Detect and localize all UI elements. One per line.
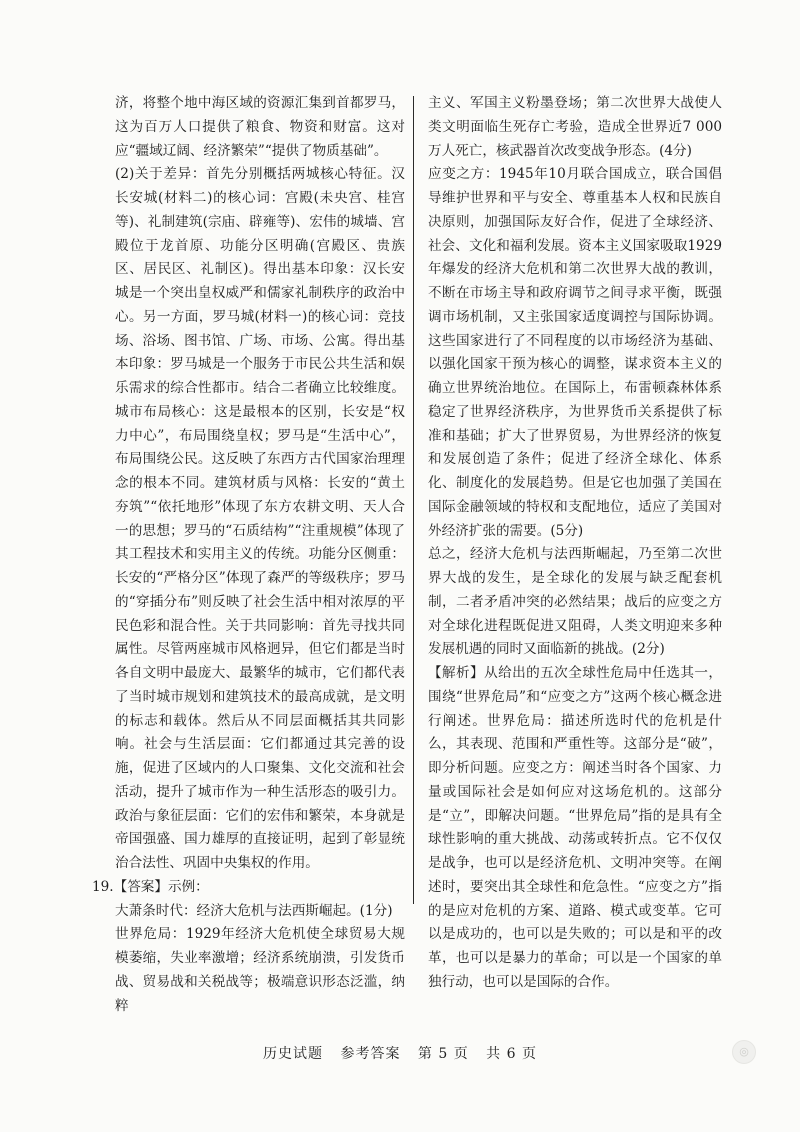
footer-page: 第 5 页 [417,1046,469,1062]
q19-era-title: 大萧条时代：经济大危机与法西斯崛起。(1分) [115,902,393,919]
q19-summary: 总之，经济大危机与法西斯崛起，乃至第二次世界大战的发生，是全球化的发展与缺乏配套机制，二者矛盾冲突的必然结果；战后的应变之方对全球化进程既促进又阻碍，人类文明迎来多种发展机遇的同时又面临新的挑战。(2分) [428,546,722,658]
q19-world-crisis: 世界危局：1929年经济大危机使全球贸易大规模萎缩，失业率激增；经济系统崩溃，引发货币战、贸易战和关税战等；极端意识形态泛滥，纳粹 [115,926,405,1014]
footer-total: 共 6 页 [486,1046,537,1062]
q18-part1-continuation: 济，将整个地中海区域的资源汇集到首都罗马，这为百万人口提供了粮食、物资和财富。这对应“疆域辽阔、经济繁荣”“提供了物质基础”。 [115,95,405,159]
footer-subject: 历史试题 [263,1046,323,1062]
right-column [428,92,722,995]
q19-world-crisis-continued: 主义、军国主义粉墨登场；第二次世界大战使人类文明面临生死存亡考验，造成全世界近7 000万人死亡，核武器首次改变战争形态。(4分) [428,95,722,159]
q18-part2-analysis: (2)关于差异：首先分别概括两城核心特征。汉长安城(材料二)的核心词：宫殿(未央宫、桂宫等)、礼制建筑(宗庙、辟雍等)、宏伟的城墙、宫殿位于龙首原、功能分区明确(宫殿区、贵族区、居民区、礼制区)。得出基本印象：汉长安城是一个突出皇权威严和儒家礼制秩序的政治中心。另一方面，罗马城(材料一)的核心词：竞技场、浴场、图书馆、广场、市场、公寓。得出基本印象：罗马城是一个服务于市民公共生活和娱乐需求的综合性都市。结合二者确立比较维度。城市布局核心：这是最根本的区别，长安是“权力中心”，布局围绕皇权；罗马是“生活中心”，布局围绕公民。这反映了东西方古代国家治理理念的根本不同。建筑材质与风格：长安的“黄土夯筑”“依托地形”体现了东方农耕文明、天人合一的思想；罗马的“石质结构”“注重规模”体现了其工程技术和实用主义的传统。功能分区侧重：长安的“严格分区”体现了森严的等级秩序；罗马的“穿插分布”则反映了社会生活中相对浓厚的平民色彩和混合性。关于共同影响：首先寻找共同属性。尽管两座城市风格迥异，但它们都是当时各自文明中最庞大、最繁华的城市，它们都代表了当时城市规划和建筑技术的最高成就，是文明的标志和载体。然后从不同层面概括其共同影响。社会与生活层面：它们都通过其完善的设施，促进了区域内的人口聚集、文化交流和社会活动，提升了城市作为一种生活形态的吸引力。政治与象征层面：它们的宏伟和繁荣，本身就是帝国强盛、国力雄厚的直接证明，起到了彰显统治合法性、巩固中央集权的作用。 [115,166,405,871]
watermark-logo-icon: ◎ [732,1040,756,1064]
column-divider [413,96,414,904]
q19-response-measures: 应变之方：1945年10月联合国成立，联合国倡导维护世界和平与安全、尊重基本人权和民族自决原则，加强国际友好合作，促进了全球经济、社会、文化和福利发展。资本主义国家吸取1929年爆发的经济大危机和第二次世界大战的教训，不断在市场主导和政府调节之间寻求平衡，既强调市场机制，又主张国家适度调控与国际协调。这些国家进行了不同程度的以市场经济为基础、以强化国家干预为核心的调整，谋求资本主义的确立世界统治地位。在国际上，布雷顿森林体系稳定了世界经济秩序，为世界货币关系提供了标准和基础；扩大了世界贸易，为世界经济的恢复和发展创造了条件；促进了经济全球化、体系化、制度化的发展趋势。但是它也加强了美国在国际金融领域的特权和支配地位，适应了美国对外经济扩张的需要。(5分) [428,166,722,539]
left-column [92,92,405,1018]
q19-explanation: 【解析】从给出的五次全球性危局中任选其一，围绕“世界危局”和“应变之方”这两个核心概念进行阐述。世界危局：描述所选时代的危机是什么，其表现、范围和严重性等。这部分是“破”，即分析问题。应变之方：阐述当时各个国家、力量或国际社会是如何应对这场危机的。这部分是“立”，即解决问题。“世界危局”指的是具有全球性影响的重大挑战、动荡或转折点。它不仅仅是战争，也可以是经济危机、文明冲突等。在阐述时，要突出其全球性和危急性。“应变之方”指的是应对危机的方案、道路、模式或变革。它可以是成功的，也可以是失败的；可以是和平的改革，也可以是暴力的革命；可以是一个国家的单独行动，也可以是国际的合作。 [428,665,722,990]
footer-type: 参考答案 [340,1046,401,1062]
page-footer [0,1043,800,1063]
q19-answer-heading: 19.【答案】示例： [92,878,209,895]
